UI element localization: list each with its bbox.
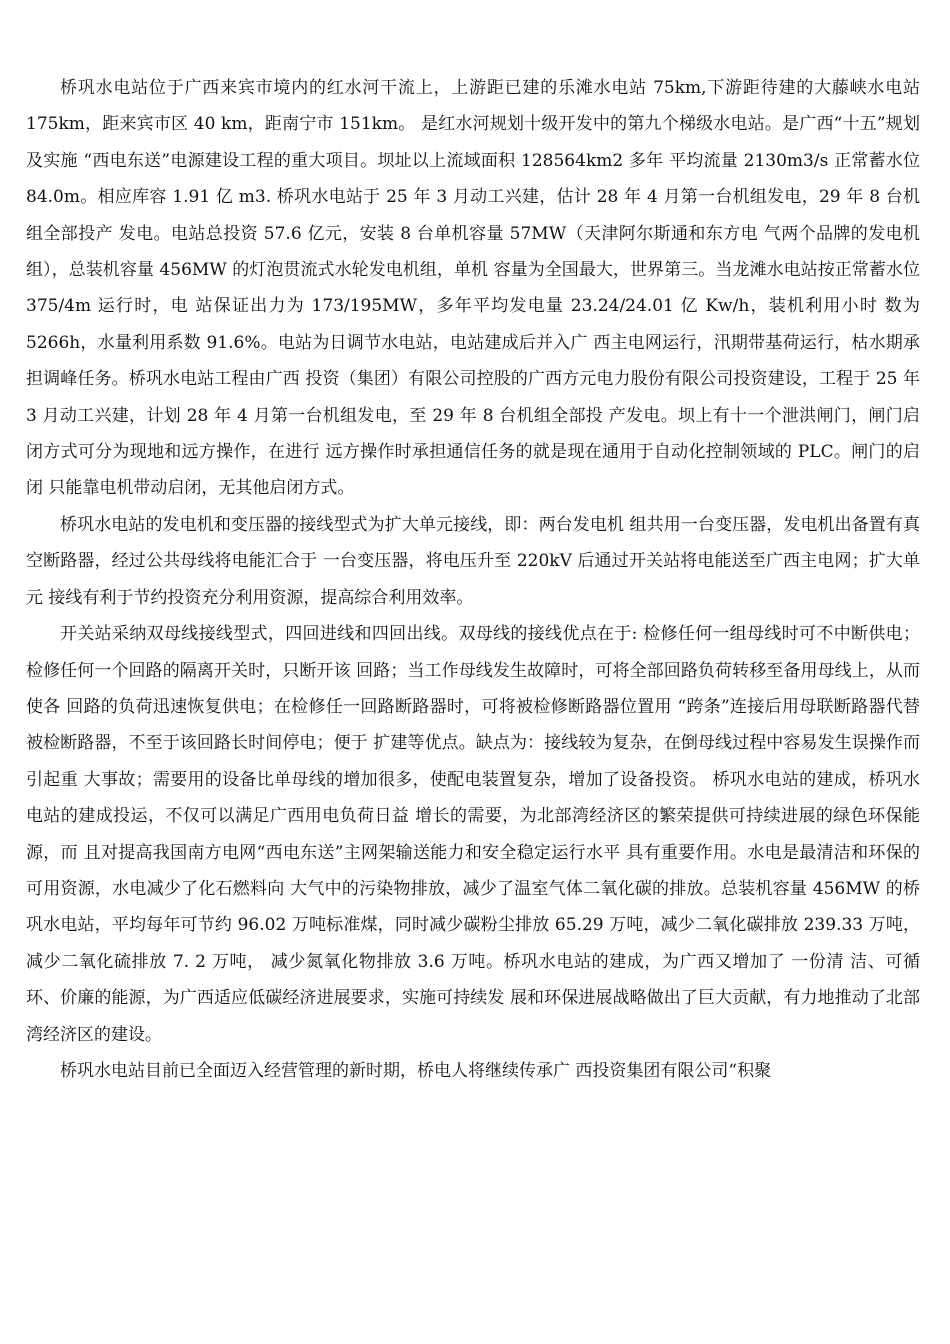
paragraph-station-overview: 桥巩水电站位于广西来宾市境内的红水河干流上，上游距已建的乐滩水电站 75km,下游距待建的大藤峡水电站 175km，距来宾市区 40 km，距南宁市 151km。 是红水河规划十级开发中的第九个梯级水电站。是广西“十五”规划及实施 “西电东送”电源建设工程的重大项目。坝址以上流域面积 128564km2 多年 平均流量 2130m3/s 正常蓄水位 84.0m。相应库容 1.91 亿 m3. 桥巩水电站于 25 年 3 月动工兴建，估计 28 年 4 月第一台机组发电，29 年 8 台机组全部投产 发电。电站总投资 57.6 亿元，安装 8 台单机容量 57MW（天津阿尔斯通和东方电 气两个品牌的发电机组），总装机容量 456MW 的灯泡贯流式水轮发电机组，单机 容量为全国最大，世界第三。当龙滩水电站按正常蓄水位 375/4m 运行时，电 站保证出力为 173/195MW，多年平均发电量 23.24/24.01 亿 Kw/h，装机利用小时 数为 5266h，水量利用系数 91.6%。电站为日调节水电站，电站建成后并入广 西主电网运行，汛期带基荷运行，枯水期承担调峰任务。桥巩水电站工程由广西 投资（集团）有限公司控股的广西方元电力股份有限公司投资建设，工程于 25 年 3 月动工兴建，计划 28 年 4 月第一台机组发电，至 29 年 8 台机组全部投 产发电。坝上有十一个泄洪闸门，闸门启闭方式可分为现地和远方操作，在进行 远方操作时承担通信任务的就是现在通用于自动化控制领域的 PLC。闸门的启闭 只能靠电机带动启闭，无其他启闭方式。 [26,78,920,499]
document-page [26,70,920,1089]
paragraph-generator-wiring: 桥巩水电站的发电机和变压器的接线型式为扩大单元接线，即：两台发电机 组共用一台变压器，发电机出备置有真空断路器，经过公共母线将电能汇合于 一台变压器，将电压升至 220kV 后通过开关站将电能送至广西主电网；扩大单元 接线有利于节约投资充分利用资源，提高综合利用效率。 [26,514,920,608]
paragraph-switchyard-and-benefits: 开关站采纳双母线接线型式，四回进线和四回出线。双母线的接线优点在于: 检修任何一组母线时可不中断供电；检修任何一个回路的隔离开关时，只断开该 回路；当工作母线发生故障时，可将全部回路负荷转移至备用母线上，从而使各 回路的负荷迅速恢复供电；在检修任一回路断路器时，可将被检修断路器位置用 “跨条”连接后用母联断路器代替被检断路器，不至于该回路长时间停电；便于 扩建等优点。缺点为：接线较为复杂，在倒母线过程中容易发生误操作而引起重 大事故；需要用的设备比单母线的增加很多，使配电装置复杂，增加了设备投资。 桥巩水电站的建成，桥巩水电站的建成投运，不仅可以满足广西用电负荷日益 增长的需要，为北部湾经济区的繁荣提供可持续进展的绿色环保能源，而 且对提高我国南方电网“西电东送”主网架输送能力和安全稳定运行水平 具有重要作用。水电是最清洁和环保的可用资源，水电减少了化石燃料向 大气中的污染物排放，减少了温室气体二氧化碳的排放。总装机容量 456MW 的桥巩水电站，平均每年可节约 96.02 万吨标准煤，同时减少碳粉尘排放 65.29 万吨，减少二氧化碳排放 239.33 万吨，减少二氧化硫排放 7. 2 万吨， 减少氮氧化物排放 3.6 万吨。桥巩水电站的建成，为广西又增加了 一份清 洁、可循环、价廉的能源，为广西适应低碳经济进展要求，实施可持续发 展和环保进展战略做出了巨大贡献，有力地推动了北部湾经济区的建设。 [26,624,920,1045]
paragraph-operation-period: 桥巩水电站目前已全面迈入经营管理的新时期，桥电人将继续传承广 西投资集团有限公司“积聚 [60,1060,772,1081]
